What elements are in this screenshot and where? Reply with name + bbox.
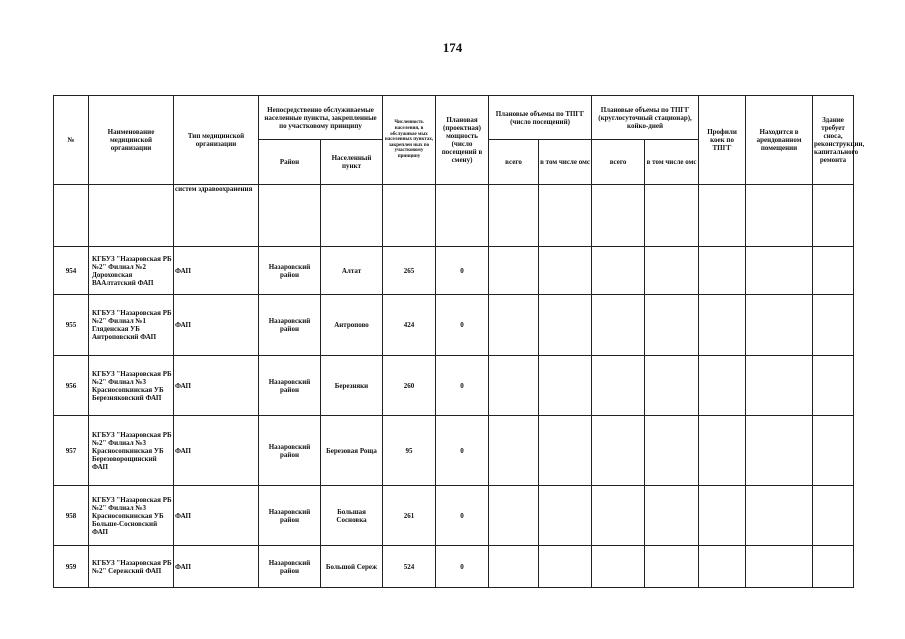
table-subrow <box>54 185 854 247</box>
header-population: Численность населения, в обслуживае мых населенных пунктах, закреплен ных по участковому принципу <box>383 96 436 185</box>
header-org-name: Наименование медицинской организации <box>89 96 174 185</box>
table-row <box>54 486 854 546</box>
header-rented: Находится в арендованном помещении <box>746 96 813 185</box>
row-district: Назаровский район <box>259 356 321 416</box>
row-population: 524 <box>383 546 436 588</box>
row-settlement: Большая Сосновка <box>321 486 383 546</box>
header-settlement: Населенный пункт <box>321 140 383 185</box>
header-oms-beds: в том числе омс <box>645 140 699 185</box>
row-district: Назаровский район <box>259 546 321 588</box>
header-bed-profiles: Профили коек по ТПГГ <box>699 96 746 185</box>
row-type: ФАП <box>174 546 259 588</box>
row-population: 260 <box>383 356 436 416</box>
row-num: 959 <box>54 546 89 588</box>
row-org: КГБУЗ "Назаровская РБ №2" Сережский ФАП <box>89 546 174 588</box>
row-settlement: Антропово <box>321 295 383 356</box>
table-row <box>54 295 854 356</box>
header-tpgg-beds: Плановые объемы по ТПГГ (круглосуточный стационар), койко-дней <box>592 96 699 140</box>
row-district: Назаровский район <box>259 247 321 295</box>
row-org: КГБУЗ "Назаровская РБ №2" Филиал №2 Дороховская ВААлтатский ФАП <box>89 247 174 295</box>
row-capacity: 0 <box>436 416 489 486</box>
row-capacity: 0 <box>436 356 489 416</box>
row-capacity: 0 <box>436 247 489 295</box>
row-capacity: 0 <box>436 486 489 546</box>
row-district: Назаровский район <box>259 416 321 486</box>
row-num: 957 <box>54 416 89 486</box>
header-served-settlements: Непосредственно обслуживаемые населенные пункты, закрепленные по участковому принципу <box>259 96 383 140</box>
row-capacity: 0 <box>436 295 489 356</box>
row-num: 954 <box>54 247 89 295</box>
header-total-beds: всего <box>592 140 645 185</box>
row-population: 265 <box>383 247 436 295</box>
row-org: КГБУЗ "Назаровская РБ №2" Филиал №3 Красносопкинская УБ Березняковский ФАП <box>89 356 174 416</box>
row-population: 261 <box>383 486 436 546</box>
header-oms-visits: в том числе омс <box>539 140 592 185</box>
row-org: КГБУЗ "Назаровская РБ №2" Филиал №3 Красносопкинская УБ Больше-Сосновский ФАП <box>89 486 174 546</box>
row-type: ФАП <box>174 416 259 486</box>
row-population: 424 <box>383 295 436 356</box>
row-type: ФАП <box>174 486 259 546</box>
row-num: 958 <box>54 486 89 546</box>
row-type: ФАП <box>174 356 259 416</box>
header-district: Район <box>259 140 321 185</box>
header-total-visits: всего <box>489 140 539 185</box>
table-row <box>54 416 854 486</box>
row-num: 955 <box>54 295 89 356</box>
row-settlement: Алтат <box>321 247 383 295</box>
row-district: Назаровский район <box>259 295 321 356</box>
table-row <box>54 546 854 588</box>
header-num: № <box>54 96 89 185</box>
header-med-type: Тип медицинской организации <box>174 96 259 185</box>
row-capacity: 0 <box>436 546 489 588</box>
header-renovation: Здание требует сноса, реконструкции, капитального ремонта <box>813 96 854 185</box>
row-population: 95 <box>383 416 436 486</box>
row-org: КГБУЗ "Назаровская РБ №2" Филиал №1 Гляденская УБ Антроповский ФАП <box>89 295 174 356</box>
med-type-note: систем здравоохранения <box>174 185 259 247</box>
row-settlement: Большой Сереж <box>321 546 383 588</box>
header-tpgg-visits: Плановые объемы по ТПГГ (число посещений) <box>489 96 592 140</box>
row-type: ФАП <box>174 295 259 356</box>
row-settlement: Березняки <box>321 356 383 416</box>
row-num: 956 <box>54 356 89 416</box>
row-district: Назаровский район <box>259 486 321 546</box>
page-number: 174 <box>442 40 463 55</box>
row-org: КГБУЗ "Назаровская РБ №2" Филиал №3 Красносопкинская УБ Березоворощинский ФАП <box>89 416 174 486</box>
table-row <box>54 356 854 416</box>
table-row <box>54 247 854 295</box>
row-settlement: Березовая Роща <box>321 416 383 486</box>
facilities-table <box>53 95 865 588</box>
header-capacity: Плановая (проектная) мощность (число посещений в смену) <box>436 96 489 185</box>
row-type: ФАП <box>174 247 259 295</box>
